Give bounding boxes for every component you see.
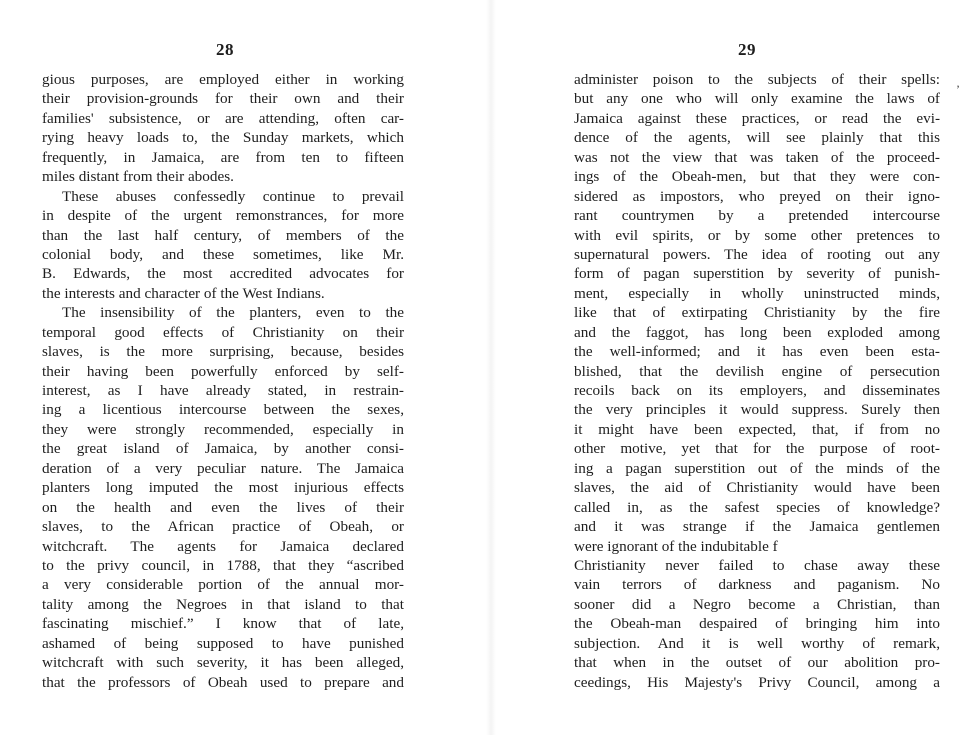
text-line: to the privy council, in 1788, that they “ascribed	[42, 556, 404, 574]
text-line: frequently, in Jamaica, are from ten to fifteen	[42, 148, 404, 166]
text-line: deration of a very peculiar nature. The Jamaica	[42, 459, 404, 477]
text-line: like that of extirpating Christianity by the fire	[574, 304, 940, 322]
text-line: than the last half century, of members of the	[42, 226, 404, 244]
text-line: their having been powerfully enforced by self-	[42, 362, 404, 380]
text-line: in despite of the urgent remonstrances, for more	[42, 207, 404, 225]
text-line: witchcraft. The agents for Jamaica declared	[42, 537, 404, 555]
text-line: vain terrors of darkness and paganism. No	[574, 576, 940, 594]
text-line: administer poison to the subjects of their spells:	[574, 71, 940, 88]
text-line: gious purposes, are employed either in working	[42, 71, 404, 88]
text-line: planters long imputed the most injurious effects	[42, 479, 404, 497]
text-line: These abuses confessedly continue to prevail	[62, 187, 404, 205]
text-line: The insensibility of the planters, even to the	[62, 304, 404, 322]
text-line: a very considerable portion of the annual mor-	[42, 576, 404, 594]
text-line: called in, as the safest species of knowledge?	[574, 498, 940, 516]
text-line: fascinating mischief.” I know that of late,	[42, 615, 404, 633]
text-line: it might have been expected, that, if from no	[574, 420, 940, 438]
text-line: were ignorant of the indubitable f	[574, 537, 778, 555]
text-line: slaves, to the African practice of Obeah, or	[42, 518, 404, 536]
text-line: Christianity never failed to chase away these	[574, 556, 940, 574]
text-line: but any one who will only examine the laws of	[574, 90, 940, 108]
text-line: other motive, yet that for the purpose of root-	[574, 440, 940, 458]
text-line: the very principles it would suppress. Surely then	[574, 401, 940, 419]
gutter	[486, 0, 496, 735]
text-line: Jamaica against these practices, or read the evi-	[574, 109, 940, 127]
page-number-right: 29	[738, 40, 756, 59]
text-line: sooner did a Negro become a Christian, than	[574, 595, 940, 613]
text-line: blished, that the devilish engine of persecution	[574, 362, 940, 380]
text-line: miles distant from their abodes.	[42, 168, 234, 186]
text-line: the well-informed; and it has even been esta-	[574, 343, 940, 361]
text-line: with evil spirits, or by some other pretences to	[574, 226, 940, 244]
text-line: ashamed of being supposed to have punished	[42, 634, 404, 652]
text-line: slaves, is the more surprising, because, besides	[42, 343, 404, 361]
text-line: supernatural powers. The idea of rooting out any	[574, 245, 940, 263]
text-line: ing a licentious intercourse between the sexes,	[42, 401, 404, 419]
margin-mark: ’	[956, 82, 960, 96]
text-line: witchcraft with such severity, it has been alleged,	[42, 654, 404, 672]
text-line: form of pagan superstition by severity of punish-	[574, 265, 940, 283]
text-line: and it was strange if the Jamaica gentlemen	[574, 518, 940, 536]
text-line: recoils back on its employers, and disseminates	[574, 382, 940, 399]
text-line: their provision-grounds for their own and their	[42, 90, 404, 108]
text-line: families' subsistence, or are attending, often car-	[42, 109, 404, 127]
text-line: ings of the Obeah-men, but that they were con-	[574, 168, 940, 186]
text-line: colonial body, and these sometimes, like Mr.	[42, 245, 404, 263]
text-line: and the faggot, has long been exploded among	[574, 323, 940, 341]
text-line: rying heavy loads to, the Sunday markets, which	[42, 129, 404, 147]
text-line: ment, especially in wholly uninstructed minds,	[574, 284, 940, 302]
text-line: temporal good effects of Christianity on their	[42, 323, 404, 341]
text-line: subjection. And it is well worthy of remark,	[574, 634, 940, 652]
left-page-text	[42, 70, 404, 692]
text-line: that the professors of Obeah used to prepare and	[42, 673, 404, 691]
text-line: tality among the Negroes in that island to that	[42, 595, 404, 613]
text-line: dence of the agents, will see plainly that this	[574, 129, 940, 147]
text-line: they were strongly recommended, especially in	[42, 420, 404, 438]
text-line: B. Edwards, the most accredited advocates for	[42, 265, 404, 283]
text-line: the Obeah-man despaired of bringing him into	[574, 615, 940, 633]
text-line: ing a pagan superstition out of the minds of the	[574, 459, 940, 477]
text-line: sidered as impostors, who preyed on their igno-	[574, 187, 940, 205]
text-line: on the health and even the lives of their	[42, 498, 404, 516]
text-line: was not the view that was taken of the proceed-	[574, 148, 940, 166]
right-page-text	[574, 70, 940, 692]
page-number-left: 28	[216, 40, 234, 59]
text-line: that when in the outset of our abolition pro-	[574, 654, 940, 672]
text-line: rant countrymen by a pretended intercourse	[574, 207, 940, 225]
text-line: interest, as I have already stated, in restrain-	[42, 382, 404, 399]
text-line: ceedings, His Majesty's Privy Council, among a	[574, 673, 940, 691]
text-line: the great island of Jamaica, by another consi-	[42, 440, 404, 458]
text-line: the interests and character of the West Indians.	[42, 284, 325, 302]
text-line: slaves, the aid of Christianity would have been	[574, 479, 940, 497]
